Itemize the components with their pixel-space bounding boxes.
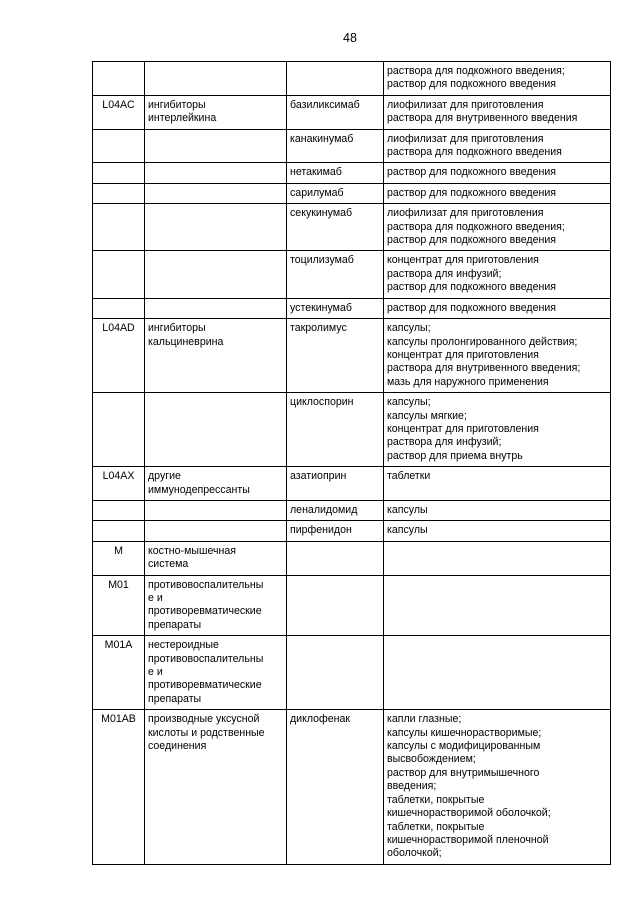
table-row — [93, 710, 611, 864]
dosage-forms-cell: раствора для подкожного введения; раствор для подкожного введения — [384, 62, 611, 96]
drug-name-cell: устекинумаб — [287, 298, 384, 318]
dosage-forms-cell — [384, 541, 611, 575]
page-number: 48 — [343, 31, 357, 45]
atc-code-cell: M01AB — [93, 710, 145, 864]
drug-table-body — [93, 62, 611, 865]
drug-name-cell: базиликсимаб — [287, 95, 384, 129]
table-row — [93, 62, 611, 96]
drug-name-cell: канакинумаб — [287, 129, 384, 163]
drug-name-cell: диклофенак — [287, 710, 384, 864]
dosage-forms-cell: таблетки — [384, 467, 611, 501]
group-name-cell — [145, 298, 287, 318]
drug-name-cell: циклоспорин — [287, 393, 384, 467]
drug-name-cell: тоцилизумаб — [287, 251, 384, 298]
drug-name-cell — [287, 636, 384, 710]
atc-code-cell — [93, 251, 145, 298]
atc-code-cell — [93, 500, 145, 520]
drug-name-cell: азатиоприн — [287, 467, 384, 501]
atc-code-cell: L04AC — [93, 95, 145, 129]
table-row — [93, 636, 611, 710]
group-name-cell: другие иммунодепрессанты — [145, 467, 287, 501]
group-name-cell — [145, 521, 287, 541]
table-row — [93, 251, 611, 298]
table-row — [93, 204, 611, 251]
drug-name-cell — [287, 575, 384, 636]
table-row — [93, 521, 611, 541]
table-row — [93, 575, 611, 636]
dosage-forms-cell: лиофилизат для приготовления раствора для подкожного введения — [384, 129, 611, 163]
atc-code-cell — [93, 129, 145, 163]
dosage-forms-cell: капсулы; капсулы пролонгированного действия; концентрат для приготовления раствора для внутривенного введения; мазь для наружного применения — [384, 319, 611, 393]
group-name-cell — [145, 251, 287, 298]
drug-name-cell — [287, 62, 384, 96]
table-row — [93, 541, 611, 575]
dosage-forms-cell — [384, 575, 611, 636]
atc-code-cell — [93, 298, 145, 318]
drug-name-cell: секукинумаб — [287, 204, 384, 251]
drug-table-container — [92, 61, 611, 865]
group-name-cell — [145, 129, 287, 163]
dosage-forms-cell: концентрат для приготовления раствора для инфузий; раствор для подкожного введения — [384, 251, 611, 298]
dosage-forms-cell: капсулы — [384, 521, 611, 541]
dosage-forms-cell: раствор для подкожного введения — [384, 298, 611, 318]
atc-code-cell — [93, 204, 145, 251]
atc-code-cell: M — [93, 541, 145, 575]
drug-table — [92, 61, 611, 865]
group-name-cell — [145, 500, 287, 520]
group-name-cell — [145, 62, 287, 96]
atc-code-cell: M01A — [93, 636, 145, 710]
group-name-cell: нестероидные противовоспалительны е и противоревматические препараты — [145, 636, 287, 710]
atc-code-cell: L04AX — [93, 467, 145, 501]
drug-name-cell — [287, 541, 384, 575]
atc-code-cell: M01 — [93, 575, 145, 636]
dosage-forms-cell: лиофилизат для приготовления раствора для внутривенного введения — [384, 95, 611, 129]
table-row — [93, 163, 611, 183]
atc-code-cell: L04AD — [93, 319, 145, 393]
group-name-cell: противовоспалительны е и противоревматические препараты — [145, 575, 287, 636]
dosage-forms-cell: лиофилизат для приготовления раствора для подкожного введения; раствор для подкожного введения — [384, 204, 611, 251]
dosage-forms-cell: капсулы; капсулы мягкие; концентрат для приготовления раствора для инфузий; раствор для приема внутрь — [384, 393, 611, 467]
atc-code-cell — [93, 163, 145, 183]
table-row — [93, 467, 611, 501]
group-name-cell — [145, 183, 287, 203]
atc-code-cell — [93, 183, 145, 203]
table-row — [93, 298, 611, 318]
dosage-forms-cell: капли глазные; капсулы кишечнорастворимые; капсулы с модифицированным высвобождением; раствор для внутримышечного введения; таблетки, покрытые кишечнорастворимой оболочкой; таблетки, покрытые кишечнорастворимой пленочной оболочкой; — [384, 710, 611, 864]
dosage-forms-cell: капсулы — [384, 500, 611, 520]
dosage-forms-cell: раствор для подкожного введения — [384, 183, 611, 203]
dosage-forms-cell: раствор для подкожного введения — [384, 163, 611, 183]
table-row — [93, 500, 611, 520]
atc-code-cell — [93, 62, 145, 96]
atc-code-cell — [93, 521, 145, 541]
table-row — [93, 95, 611, 129]
group-name-cell — [145, 163, 287, 183]
drug-name-cell: такролимус — [287, 319, 384, 393]
group-name-cell: ингибиторы кальциневрина — [145, 319, 287, 393]
atc-code-cell — [93, 393, 145, 467]
drug-name-cell: пирфенидон — [287, 521, 384, 541]
group-name-cell: производные уксусной кислоты и родственные соединения — [145, 710, 287, 864]
group-name-cell — [145, 393, 287, 467]
drug-name-cell: сарилумаб — [287, 183, 384, 203]
group-name-cell — [145, 204, 287, 251]
drug-name-cell: нетакимаб — [287, 163, 384, 183]
drug-name-cell: леналидомид — [287, 500, 384, 520]
table-row — [93, 183, 611, 203]
dosage-forms-cell — [384, 636, 611, 710]
table-row — [93, 319, 611, 393]
group-name-cell: ингибиторы интерлейкина — [145, 95, 287, 129]
group-name-cell: костно-мышечная система — [145, 541, 287, 575]
table-row — [93, 393, 611, 467]
table-row — [93, 129, 611, 163]
